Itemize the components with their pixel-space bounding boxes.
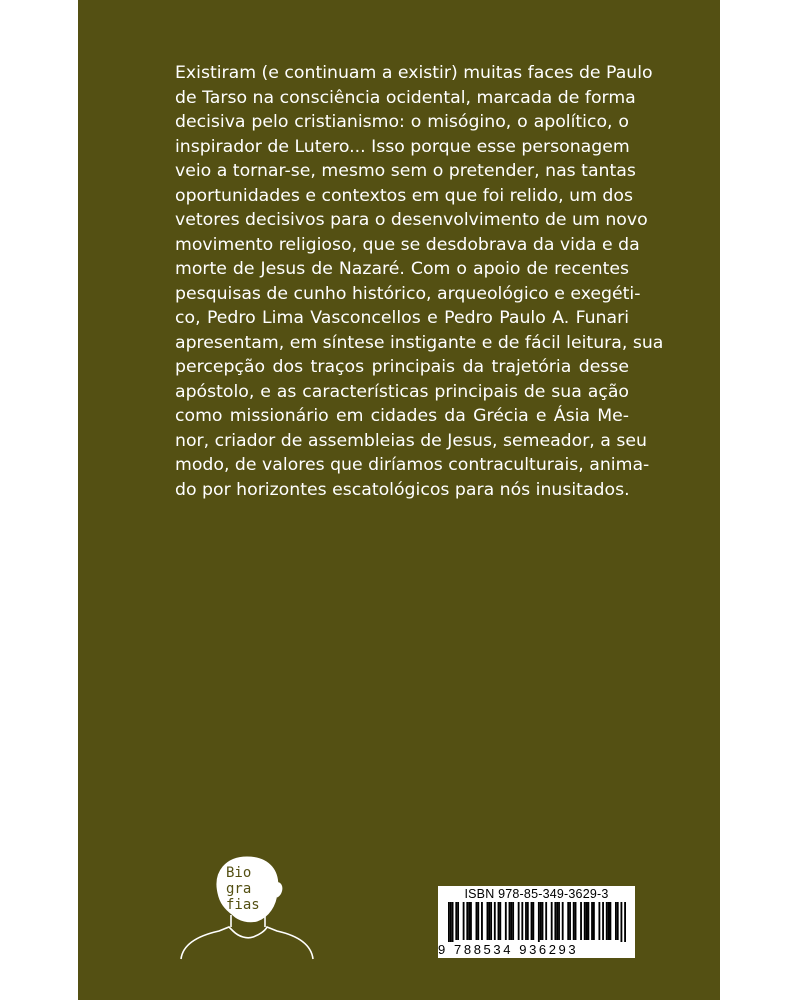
blurb-line: co, Pedro Lima Vasconcellos e Pedro Paulo A. Funari xyxy=(175,308,629,328)
barcode-bar xyxy=(512,902,514,940)
logo-line: gra xyxy=(226,881,252,897)
blurb-line: modo, de valores que diríamos contraculturais, anima- xyxy=(175,455,650,475)
barcode-bar xyxy=(575,902,577,940)
barcode-bar xyxy=(615,902,617,940)
blurb-line: inspirador de Lutero... Isso porque esse personagem xyxy=(175,136,630,157)
barcode-bar xyxy=(463,902,465,940)
barcode-bar xyxy=(540,902,542,940)
blurb-line: nor, criador de assembleias de Jesus, semeador, a seu xyxy=(175,430,647,451)
blurb-line: como missionário em cidades da Grécia e Ásia Me- xyxy=(175,406,629,426)
barcode-bar xyxy=(481,902,483,940)
barcode-bar xyxy=(538,902,540,942)
barcode-bar xyxy=(470,902,472,940)
biografias-logo xyxy=(173,855,338,960)
barcode-bar xyxy=(452,902,454,942)
blurb-line: movimento religioso, que se desdobrava da vida e da xyxy=(175,234,640,255)
blurb-line: percepção dos traços principais da trajetória desse xyxy=(175,357,629,377)
barcode-bar xyxy=(455,902,457,940)
barcode-bar xyxy=(580,902,582,940)
barcode-bar xyxy=(521,902,523,940)
logo-line: fias xyxy=(226,897,260,913)
barcode-bar xyxy=(457,902,459,940)
blurb-line: veio a tornar-se, mesmo sem o pretender, nas tantas xyxy=(175,161,636,181)
barcode-digits: 9 788534 936293 xyxy=(438,942,579,957)
barcode-bar xyxy=(593,902,595,940)
barcode-bar xyxy=(448,902,450,942)
barcode-bar xyxy=(490,902,492,940)
blurb-line: vetores decisivos para o desenvolvimento de um novo xyxy=(175,210,648,230)
barcode-bar xyxy=(488,902,490,940)
blurb-line: pesquisas de cunho histórico, arqueológico e exegéti- xyxy=(175,283,641,304)
barcode-bar xyxy=(545,902,547,940)
barcode-bar xyxy=(510,902,512,940)
blurb-line: apresentam, em síntese instigante e de fácil leitura, sua xyxy=(175,332,664,353)
barcode-bar xyxy=(532,902,534,940)
barcode-bar xyxy=(466,902,468,940)
blurb-line: apóstolo, e as características principais de sua ação xyxy=(175,381,629,402)
barcode-bar xyxy=(494,902,496,940)
blurb-text xyxy=(175,61,664,502)
barcode-bar xyxy=(509,902,511,940)
blurb-line: de Tarso na consciência ocidental, marcada de forma xyxy=(175,87,636,108)
logo-line: Bio xyxy=(226,865,252,881)
barcode-bar xyxy=(556,902,558,940)
barcode-bar xyxy=(518,902,520,940)
barcode-bar xyxy=(587,902,589,940)
isbn-label: ISBN 978-85-349-3629-3 xyxy=(464,887,609,901)
barcode-bar xyxy=(476,902,478,940)
barcode-bar xyxy=(505,902,507,940)
back-cover xyxy=(78,0,720,1000)
barcode-bar xyxy=(609,902,611,940)
barcode-bar xyxy=(624,902,626,942)
barcode-bar xyxy=(558,902,560,940)
barcode-bar xyxy=(499,902,501,940)
blurb-line: decisiva pelo cristianismo: o misógino, o apolítico, o xyxy=(175,112,629,132)
barcode-bar xyxy=(617,902,619,940)
blurb-line: do por horizontes escatológicos para nós inusitados. xyxy=(175,479,630,500)
barcode-bar xyxy=(554,902,556,940)
barcode-bar xyxy=(487,902,489,940)
barcode-bar xyxy=(525,902,527,940)
barcode-bar xyxy=(551,902,553,940)
blurb-line: oportunidades e contextos em que foi relido, um dos xyxy=(175,185,633,206)
barcode-bar xyxy=(527,902,529,940)
blurb-line: Existiram (e continuam a existir) muitas faces de Paulo xyxy=(175,63,653,83)
barcode-bar xyxy=(468,902,470,940)
barcode-bars xyxy=(448,902,626,942)
barcode-bar xyxy=(567,902,569,940)
barcode-bar xyxy=(598,902,600,940)
barcode-bar xyxy=(584,902,586,940)
barcode-bar xyxy=(602,902,604,940)
barcode xyxy=(438,886,635,958)
barcode-bar xyxy=(586,902,588,940)
barcode-bar xyxy=(591,902,593,940)
barcode-bar xyxy=(477,902,479,940)
barcode-bar xyxy=(542,902,544,940)
barcode-bar xyxy=(620,902,622,942)
blurb-line: morte de Jesus de Nazaré. Com o apoio de recentes xyxy=(175,259,629,279)
barcode-bar xyxy=(562,902,564,940)
barcode-bar xyxy=(608,902,610,940)
barcode-bar xyxy=(606,902,608,940)
barcode-bar xyxy=(573,902,575,940)
barcode-bar xyxy=(531,902,533,940)
barcode-bar xyxy=(450,902,452,942)
barcode-bar xyxy=(498,902,500,940)
barcode-bar xyxy=(569,902,571,940)
